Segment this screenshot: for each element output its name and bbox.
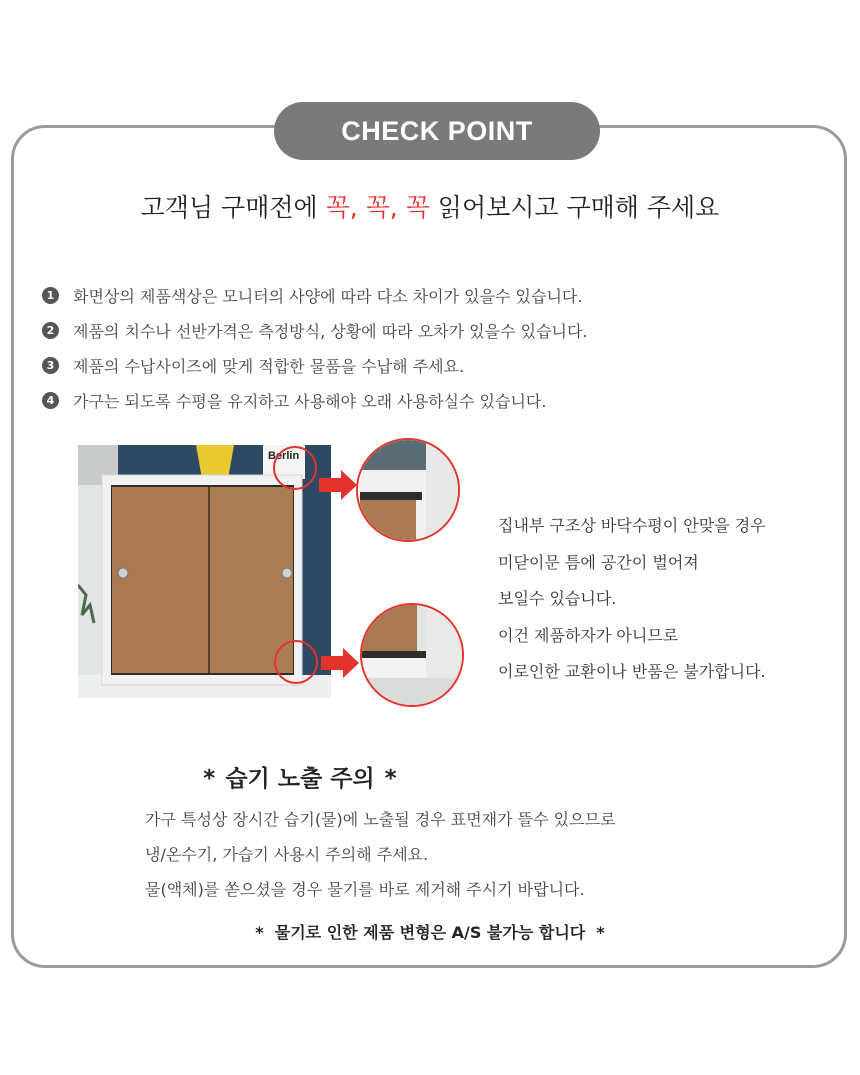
moisture-warning-text <box>145 802 785 907</box>
note-line: 보일수 있습니다. <box>498 589 617 608</box>
headline <box>0 188 860 224</box>
headline-prefix: 고객님 구매전에 <box>140 193 326 222</box>
number-badge-icon: 1 <box>42 287 59 304</box>
notice-text: 제품의 수납사이즈에 맞게 적합한 물품을 수납해 주세요. <box>73 357 465 376</box>
bottom-gap-detail <box>362 605 462 705</box>
asterisk-icon: * <box>203 766 216 792</box>
notice-text: 가구는 되도록 수평을 유지하고 사용해야 오래 사용하실수 있습니다. <box>73 392 547 411</box>
notice-item <box>42 348 802 383</box>
number-badge-icon: 3 <box>42 357 59 374</box>
note-line: 미닫이문 틈에 공간이 벌어져 <box>498 552 699 572</box>
moisture-line: 물(액체)를 쏟으셨을 경우 물기를 바로 제거해 주시기 바랍니다. <box>145 880 585 899</box>
asterisk-icon: * <box>596 923 605 942</box>
check-point-badge <box>274 102 600 160</box>
note-line: 집내부 구조상 바닥수평이 안맞을 경우 <box>498 516 766 535</box>
notice-item <box>42 278 802 313</box>
top-gap-zoom <box>356 438 460 542</box>
as-warning-text: 물기로 인한 제품 변형은 A/S 불가능 합니다 <box>274 923 586 942</box>
moisture-warning-title <box>0 760 600 793</box>
top-gap-marker <box>273 446 317 490</box>
arrow-right-icon <box>319 470 357 500</box>
badge-label: CHECK POINT <box>341 115 533 146</box>
headline-suffix: 읽어보시고 구매해 주세요 <box>429 193 720 222</box>
bottom-gap-zoom <box>360 603 464 707</box>
asterisk-icon: * <box>384 766 397 792</box>
moisture-line: 냉/온수기, 가습기 사용시 주의해 주세요. <box>145 845 429 864</box>
notice-text: 제품의 치수나 선반가격은 측정방식, 상황에 따라 오차가 있을수 있습니다. <box>73 322 588 341</box>
top-gap-detail <box>358 440 458 540</box>
notice-item <box>42 313 802 348</box>
headline-emphasis: 꼭, 꼭, 꼭 <box>325 193 430 222</box>
notice-text: 화면상의 제품색상은 모니터의 사양에 따라 다소 차이가 있을수 있습니다. <box>73 287 583 306</box>
floor-level-note <box>498 508 848 691</box>
number-badge-icon: 4 <box>42 392 59 409</box>
notice-item <box>42 383 802 418</box>
as-warning <box>0 920 860 943</box>
bottom-gap-marker <box>274 640 318 684</box>
berlin-sign-text: Berlin <box>268 450 300 462</box>
note-line: 이로인한 교환이나 반품은 불가합니다. <box>498 662 766 681</box>
number-badge-icon: 2 <box>42 322 59 339</box>
notice-list <box>42 278 802 418</box>
note-line: 이건 제품하자가 아니므로 <box>498 625 679 645</box>
moisture-line: 가구 특성상 장시간 습기(물)에 노출될 경우 표면재가 뜰수 있으므로 <box>145 810 616 829</box>
moisture-title-text: 습기 노출 주의 <box>225 766 375 792</box>
asterisk-icon: * <box>255 923 264 942</box>
arrow-right-icon <box>321 648 359 678</box>
